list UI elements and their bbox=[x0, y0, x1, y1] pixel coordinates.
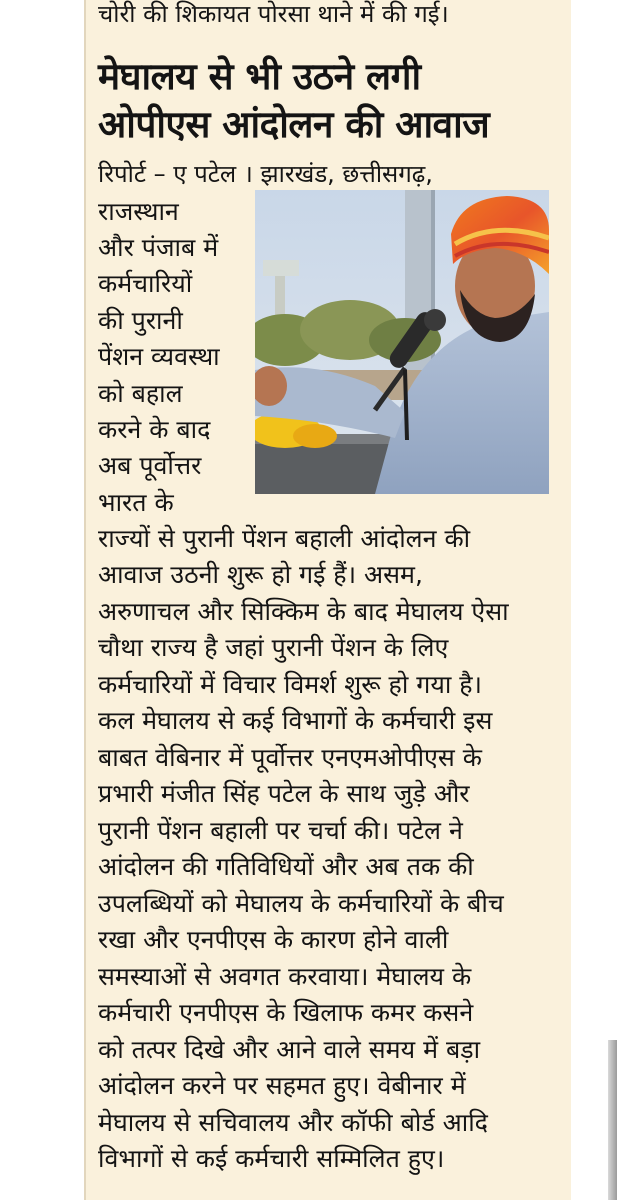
body-line: प्रभारी मंजीत सिंह पटेल के साथ जुड़े और bbox=[98, 779, 470, 808]
wrap-line: करने के बाद bbox=[98, 415, 211, 444]
body-line: चौथा राज्य है जहां पुरानी पेंशन के लिए bbox=[98, 633, 449, 662]
wrap-line: राजस्थान bbox=[98, 197, 179, 226]
carryover-line: चोरी की शिकायत पोरसा थाने में की गई। bbox=[98, 0, 449, 28]
wrap-line: को बहाल bbox=[98, 379, 183, 408]
body-line: आंदोलन करने पर सहमत हुए। वेबीनार में bbox=[98, 1071, 466, 1100]
wrap-line: और पंजाब में bbox=[98, 233, 219, 262]
body-line: कर्मचारियों में विचार विमर्श शुरू हो गया है। bbox=[98, 670, 483, 699]
speaker-at-microphone-photo-icon bbox=[255, 190, 549, 494]
body-line: पुरानी पेंशन बहाली पर चर्चा की। पटेल ने bbox=[98, 816, 463, 845]
byline-line bbox=[98, 156, 433, 192]
wrap-line: भारत के bbox=[98, 488, 174, 517]
body-line: कल मेघालय से कई विभागों के कर्मचारी इस bbox=[98, 706, 493, 735]
page-edge-shadow bbox=[608, 1040, 617, 1200]
body-line: राज्यों से पुरानी पेंशन बहाली आंदोलन की bbox=[98, 524, 471, 553]
speaker-photo bbox=[255, 190, 549, 494]
body-line: को तत्पर दिखे और आने वाले समय में बड़ा bbox=[98, 1035, 481, 1064]
byline-label: रिपोर्ट – ए पटेल bbox=[98, 160, 237, 188]
wrap-line: कर्मचारियों bbox=[98, 269, 193, 298]
body-line: उपलब्धियों को मेघालय के कर्मचारियों के बीच bbox=[98, 889, 504, 918]
wrap-line: की पुरानी bbox=[98, 306, 183, 335]
body-line: कर्मचारी एनपीएस के खिलाफ कमर कसने bbox=[98, 998, 474, 1027]
body-line: विभागों से कई कर्मचारी सम्मिलित हुए। bbox=[98, 1144, 445, 1173]
body-line: अरुणाचल और सिक्किम के बाद मेघालय ऐसा bbox=[98, 597, 509, 626]
headline-line-1: मेघालय से भी उठने लगी bbox=[98, 55, 421, 98]
body-line: समस्याओं से अवगत करवाया। मेघालय के bbox=[98, 962, 472, 991]
article-opening: । झारखंड, छत्तीसगढ़, bbox=[243, 160, 433, 188]
body-line: आवाज उठनी शुरू हो गई हैं। असम, bbox=[98, 560, 423, 589]
wrap-line: पेंशन व्यवस्था bbox=[98, 342, 220, 371]
headline-line-2: ओपीएस आंदोलन की आवाज bbox=[98, 103, 490, 146]
newspaper-clipping bbox=[84, 0, 571, 1200]
body-line: मेघालय से सचिवालय और कॉफी बोर्ड आदि bbox=[98, 1108, 488, 1137]
body-line: आंदोलन की गतिविधियों और अब तक की bbox=[98, 852, 474, 881]
column-rule bbox=[84, 0, 86, 1200]
wrap-line: अब पूर्वोत्तर bbox=[98, 451, 202, 480]
body-line: बाबत वेबिनार में पूर्वोत्तर एनएमओपीएस के bbox=[98, 743, 482, 772]
body-line: रखा और एनपीएस के कारण होने वाली bbox=[98, 925, 449, 954]
